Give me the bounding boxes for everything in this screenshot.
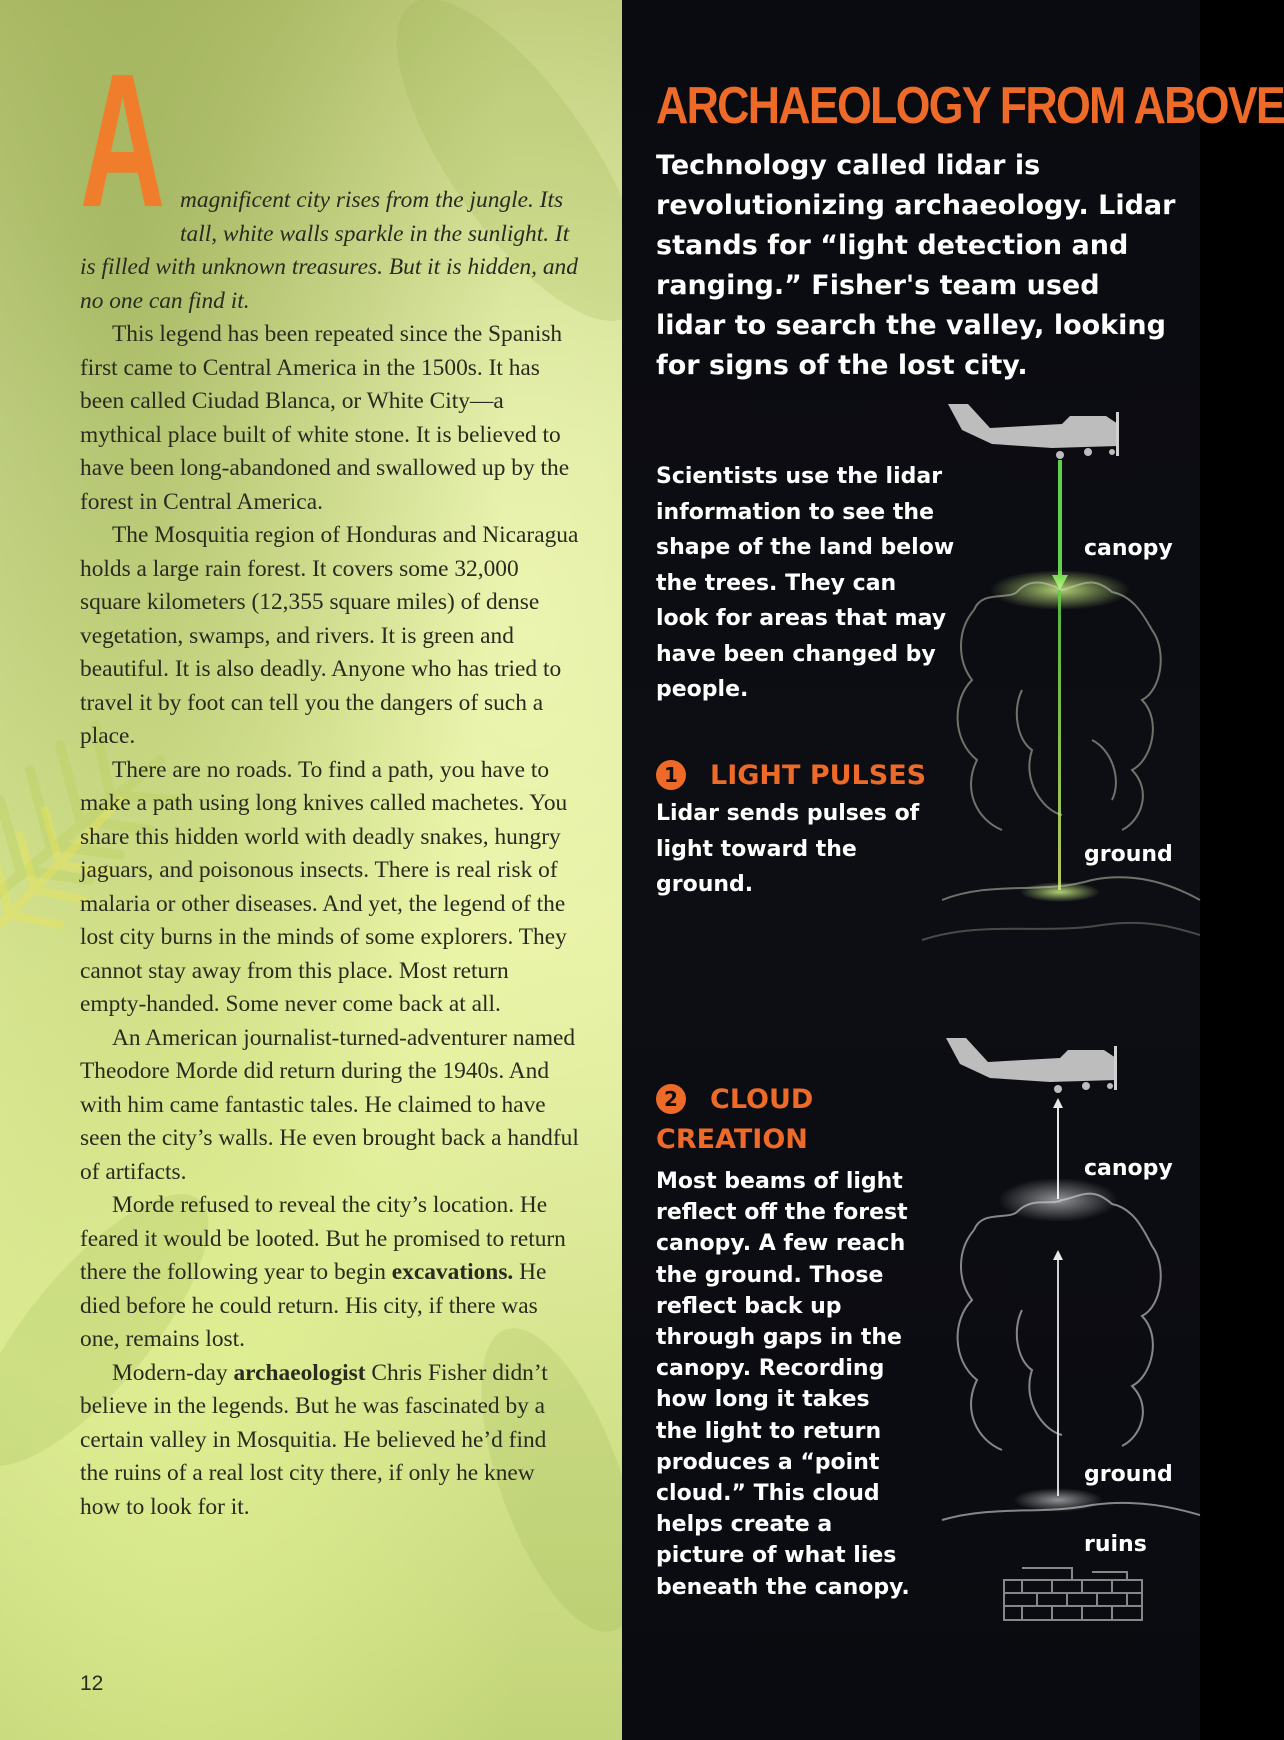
airplane-icon: [948, 404, 1119, 459]
step-number-badge: 1: [656, 760, 686, 790]
step-1-body: Lidar sends pulses of light toward the ground.: [656, 801, 920, 897]
lidar-beam-line: [1058, 460, 1062, 580]
paragraph-fisher: Modern-day archaeologist Chris Fisher didn’t believe in the legends. But he was fascinated by a certain valley in Mosquitia. He believed he’d find the ruins of a real lost city there, if only he knew how to look for it.: [80, 1359, 548, 1520]
paragraph-no-roads: There are no roads. To find a path, you have to make a path using long knives called machetes. You share this hidden world with deadly snakes, hungry jaguars, and poisonous insects. There is real risk of malaria or other diseases. And yet, the legend of the lost city burns in the minds of some explorers. They cannot stay away from this place. Most return empty-handed. Some never come back at all.: [80, 756, 568, 1017]
paragraph-mosquitia: The Mosquitia region of Honduras and Nicaragua holds a large rain forest. It covers some 32,000 square kilometers (12,355 square miles) of dense vegetation, swamps, and rivers. It is green and beautiful. It is also deadly. Anyone who has tried to travel it by foot can tell you the dangers of such a place.: [80, 522, 579, 749]
glossary-term-excavations: excavations.: [391, 1259, 514, 1285]
page-number: 12: [80, 1672, 104, 1695]
glossary-term-archaeologist: archaeologist: [233, 1359, 366, 1386]
step-1-heading: [656, 756, 926, 796]
step-1-title: LIGHT PULSES: [710, 760, 927, 791]
paragraph-morde: An American journalist-turned-adventurer named Theodore Morde did return during the 1940s. And with him came fantastic tales. He claimed to have seen the city’s walls. He even brought back a handful of artifacts.: [80, 1024, 579, 1185]
intro-text: Technology called lidar is revolutionizing archaeology. Lidar stands for “light detection and ranging.” Fisher's team used lidar to search the valley, looking for signs of the lost city.: [656, 150, 1176, 381]
label-canopy: canopy: [1084, 1156, 1173, 1181]
page-title: ARCHAEOLOGY FROM ABOVE: [656, 77, 1284, 135]
right-page-sidebar: [622, 0, 1284, 1740]
left-page: [0, 0, 622, 1740]
step-2-title-line1: CLOUD: [710, 1084, 814, 1115]
label-ground: ground: [1084, 842, 1173, 867]
step-2-body: Most beams of light reflect off the forest canopy. A few reach the ground. Those reflect back up through gaps in the canopy. Recording how long it takes the light to return produces a “point cloud.” This cloud helps create a picture of what lies beneath the canopy.: [656, 1169, 910, 1600]
step-2-title-line2: CREATION: [656, 1124, 808, 1155]
label-ground: ground: [1084, 1462, 1173, 1487]
lidar-description: Scientists use the lidar information to see the shape of the land below the trees. They can look for areas that may have been changed by people.: [656, 464, 955, 702]
ruins-icon: [1004, 1568, 1142, 1620]
drop-cap: A: [80, 35, 166, 247]
airplane-icon: [946, 1038, 1117, 1093]
intro-paragraph: magnificent city rises from the jungle. Its tall, white walls sparkle in the sunlight. It is filled with unknown treasures. But it is hidden, and no one can find it.: [80, 187, 578, 314]
label-ruins: ruins: [1084, 1532, 1147, 1557]
step-2-heading: [656, 1080, 896, 1160]
article-body: [80, 35, 580, 1524]
step-number-badge: 2: [656, 1084, 686, 1114]
label-canopy: canopy: [1084, 536, 1173, 561]
paragraph-legend: This legend has been repeated since the Spanish first came to Central America in the 1500s. It has been called Ciudad Blanca, or White City—a mythical place built of white stone. It is believed to have been long-abandoned and swallowed up by the forest in Central America.: [80, 321, 570, 515]
paragraph-morde-refused: Morde refused to reveal the city’s location. He feared it would be looted. But he promised to return there the following year to begin excavations. He died before he could return. His city, if there was one, remains lost.: [80, 1192, 566, 1352]
